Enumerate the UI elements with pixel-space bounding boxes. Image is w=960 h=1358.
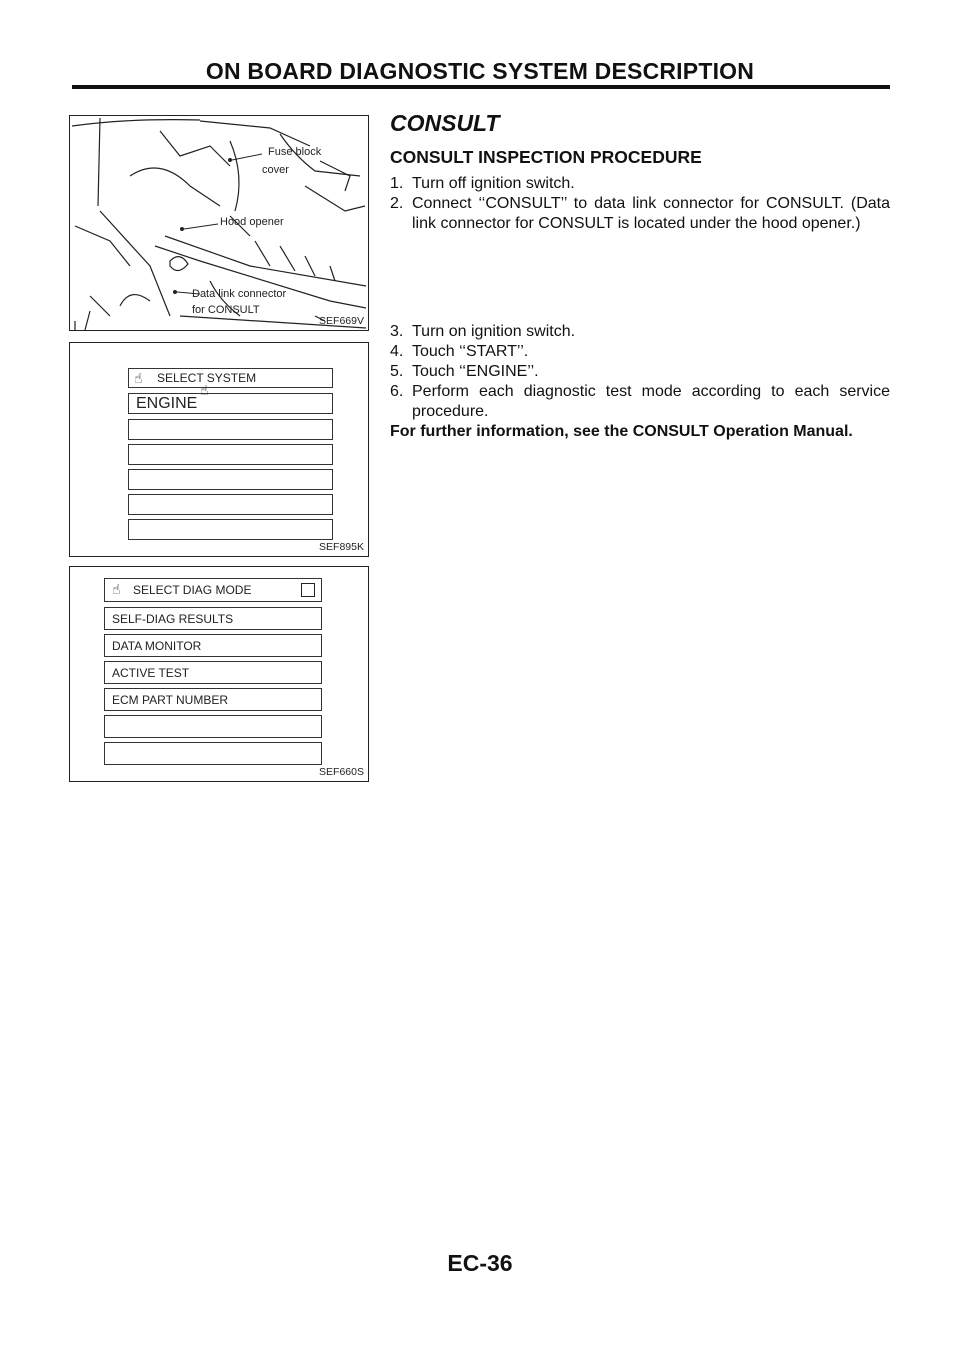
- procedure-step: [390, 362, 890, 382]
- step-number: 4.: [390, 343, 404, 360]
- steps-group-a: [390, 174, 890, 234]
- diag-mode-item: [104, 607, 322, 630]
- step-number: 5.: [390, 363, 404, 380]
- header-rule: [72, 85, 890, 89]
- empty-slot: [128, 444, 333, 465]
- diag-mode-item-label: DATA MONITOR: [112, 638, 202, 653]
- procedure-step: [390, 174, 890, 194]
- diag-mode-item: [104, 688, 322, 711]
- empty-slot: [128, 494, 333, 515]
- step-text: Touch ‘‘START’’.: [412, 343, 529, 360]
- procedure-step: [390, 382, 890, 422]
- diag-mode-item: [104, 634, 322, 657]
- diag-mode-item-label: ACTIVE TEST: [112, 665, 190, 680]
- step-text: Perform each diagnostic test mode according to each service procedure.: [412, 383, 890, 420]
- engine-button-label: ENGINE: [136, 394, 198, 412]
- step-text: Turn on ignition switch.: [412, 323, 576, 340]
- touch-hand-icon: ☝: [200, 382, 209, 398]
- step-text: Connect ‘‘CONSULT’’ to data link connector for CONSULT. (Data link connector for CONSULT is located under the hood opener.): [412, 195, 890, 232]
- label-dlc-line1: Data link connector: [192, 288, 287, 300]
- figure-select-system: [69, 342, 369, 557]
- empty-slot: [128, 519, 333, 540]
- figure-select-diag-mode: [69, 566, 369, 782]
- procedure-step: [390, 342, 890, 362]
- procedure-step: [390, 322, 890, 342]
- empty-slot: [128, 469, 333, 490]
- label-cover: cover: [262, 164, 289, 176]
- empty-slot: [128, 419, 333, 440]
- figure-code: SEF669V: [319, 315, 364, 327]
- select-diag-mode-title: [104, 578, 322, 602]
- label-dlc-line2: for CONSULT: [192, 304, 260, 316]
- select-diag-mode-title-text: SELECT DIAG MODE: [133, 583, 252, 597]
- figure-code: SEF895K: [319, 541, 364, 553]
- section-title: CONSULT: [390, 110, 500, 136]
- diag-mode-item: [104, 661, 322, 684]
- select-system-title: [128, 368, 333, 388]
- engine-button: [128, 393, 333, 414]
- step-number: 1.: [390, 175, 404, 192]
- step-number: 6.: [390, 383, 404, 400]
- checkbox-icon: [301, 583, 315, 597]
- steps-group-b: [390, 322, 890, 442]
- step-number: 2.: [390, 195, 404, 212]
- touch-hand-icon: ☝: [134, 370, 143, 386]
- step-text: Touch ‘‘ENGINE’’.: [412, 363, 539, 380]
- diag-mode-item-label: ECM PART NUMBER: [112, 692, 229, 707]
- step-text: Turn off ignition switch.: [412, 175, 575, 192]
- figure-code: SEF660S: [319, 766, 364, 778]
- main-content: [390, 110, 890, 442]
- empty-slot: [104, 742, 322, 765]
- touch-hand-icon: ☝: [112, 581, 121, 597]
- label-hood-opener: Hood opener: [220, 216, 284, 228]
- subsection-title: CONSULT INSPECTION PROCEDURE: [390, 147, 702, 167]
- figure-dlc-location: [69, 115, 369, 331]
- further-info-note: For further information, see the CONSULT Operation Manual.: [390, 423, 853, 440]
- page-number: EC-36: [447, 1250, 513, 1276]
- procedure-step: [390, 194, 890, 234]
- empty-slot: [104, 715, 322, 738]
- label-fuse-block: Fuse block: [268, 146, 322, 158]
- page-header-title: ON BOARD DIAGNOSTIC SYSTEM DESCRIPTION: [205, 58, 755, 84]
- diag-mode-item-label: SELF-DIAG RESULTS: [112, 611, 234, 626]
- step-number: 3.: [390, 323, 404, 340]
- select-system-title-text: SELECT SYSTEM: [157, 371, 257, 385]
